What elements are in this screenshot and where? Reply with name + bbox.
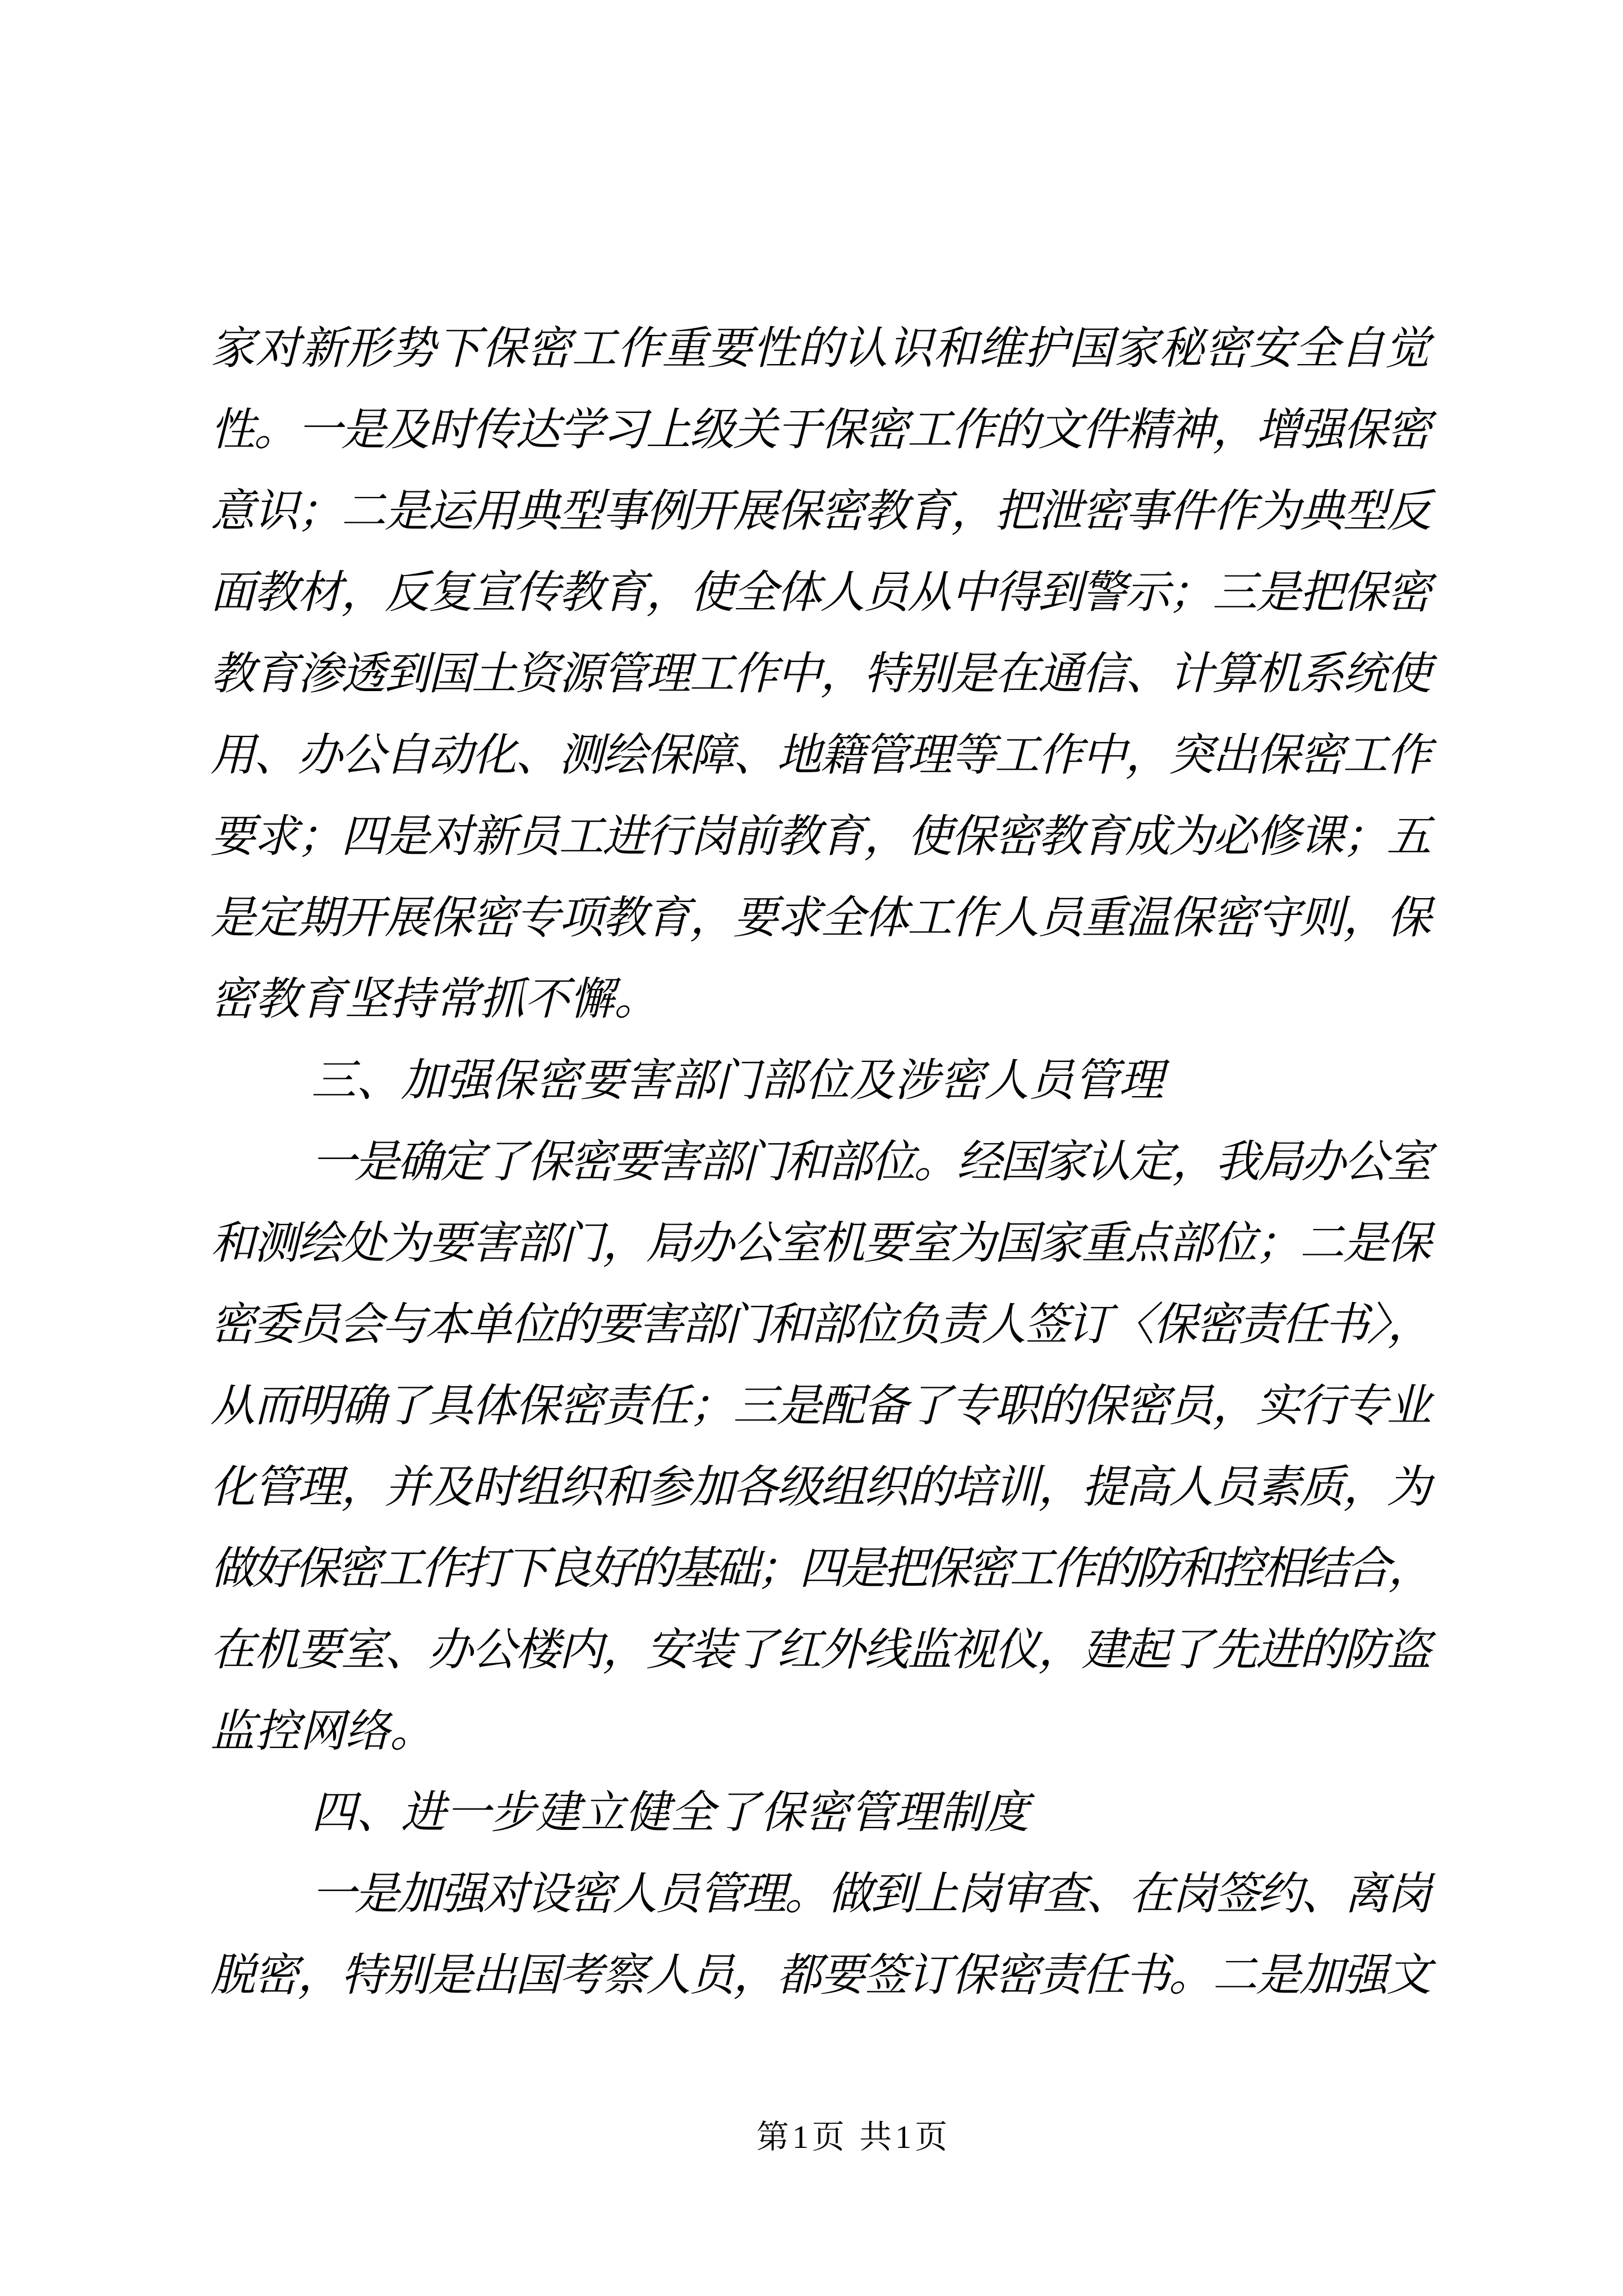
document-line xyxy=(210,471,1430,553)
document-line-text: 性。一是及时传达学习上级关于保密工作的文件精神，增强保密 xyxy=(210,406,1430,455)
document-line-text: 一是加强对设密人员管理。做到上岗审查、在岗签约、离岗 xyxy=(311,1870,1430,1919)
document-line xyxy=(210,1529,1430,1610)
document-line-text: 家对新形势下保密工作重要性的认识和维护国家秘密安全自觉 xyxy=(210,324,1430,374)
document-line-text: 密教育坚持常抓不懈。 xyxy=(210,975,659,1024)
document-line xyxy=(210,1203,1430,1285)
document-line-text: 要求；四是对新员工进行岗前教育，使保密教育成为必修课；五 xyxy=(210,812,1430,862)
document-line xyxy=(210,634,1430,715)
document-line-text: 从而明确了具体保密责任；三是配备了专职的保密员，实行专业 xyxy=(210,1382,1430,1431)
document-line-text: 三、加强保密要害部门部位及涉密人员管理 xyxy=(311,1056,1164,1106)
document-line-text: 密委员会与本单位的要害部门和部位负责人签订〈保密责任书〉， xyxy=(210,1300,1430,1350)
document-line xyxy=(210,309,1430,390)
document-line xyxy=(210,1854,1430,1935)
document-line xyxy=(210,1447,1430,1529)
page-footer: 第1页 共1页 xyxy=(756,2119,951,2155)
document-line-text: 监控网络。 xyxy=(210,1707,435,1756)
document-line-text: 用、办公自动化、测绘保障、地籍管理等工作中，突出保密工作 xyxy=(210,731,1430,780)
document-line-text: 教育渗透到国土资源管理工作中，特别是在通信、计算机系统使 xyxy=(210,650,1430,699)
document-line-text: 在机要室、办公楼内，安装了红外线监视仪，建起了先进的防盗 xyxy=(210,1626,1430,1675)
document-line xyxy=(210,1691,1430,1773)
document-line-text: 意识；二是运用典型事例开展保密教育，把泄密事件作为典型反 xyxy=(210,487,1430,536)
document-line-text: 做好保密工作打下良好的基础；四是把保密工作的防和控相结合， xyxy=(210,1544,1430,1594)
document-line xyxy=(210,1773,1430,1854)
document-line xyxy=(210,1285,1430,1366)
document-line-text: 一是确定了保密要害部门和部位。经国家认定，我局办公室 xyxy=(311,1138,1430,1187)
document-line xyxy=(210,390,1430,471)
document-line xyxy=(210,959,1430,1041)
document-line-text: 和测绘处为要害部门，局办公室机要室为国家重点部位；二是保 xyxy=(210,1219,1430,1268)
document-line xyxy=(210,878,1430,959)
document-line-text: 是定期开展保密专项教育，要求全体工作人员重温保密守则，保 xyxy=(210,894,1430,943)
document-line xyxy=(210,797,1430,878)
document-line-text: 四、进一步建立健全了保密管理制度 xyxy=(311,1788,1029,1838)
document-line xyxy=(210,1366,1430,1447)
document-line-text: 面教材，反复宣传教育，使全体人员从中得到警示；三是把保密 xyxy=(210,568,1430,618)
document-line xyxy=(210,1935,1430,2017)
document-line xyxy=(210,1041,1430,1122)
document-line xyxy=(210,1122,1430,1203)
document-line xyxy=(210,1610,1430,1691)
document-line xyxy=(210,553,1430,634)
document-line-text: 脱密，特别是出国考察人员，都要签订保密责任书。二是加强文 xyxy=(210,1951,1430,2000)
document-line xyxy=(210,715,1430,797)
document-line-text: 化管理，并及时组织和参加各级组织的培训，提高人员素质，为 xyxy=(210,1463,1430,1512)
document-body xyxy=(210,309,1430,2017)
